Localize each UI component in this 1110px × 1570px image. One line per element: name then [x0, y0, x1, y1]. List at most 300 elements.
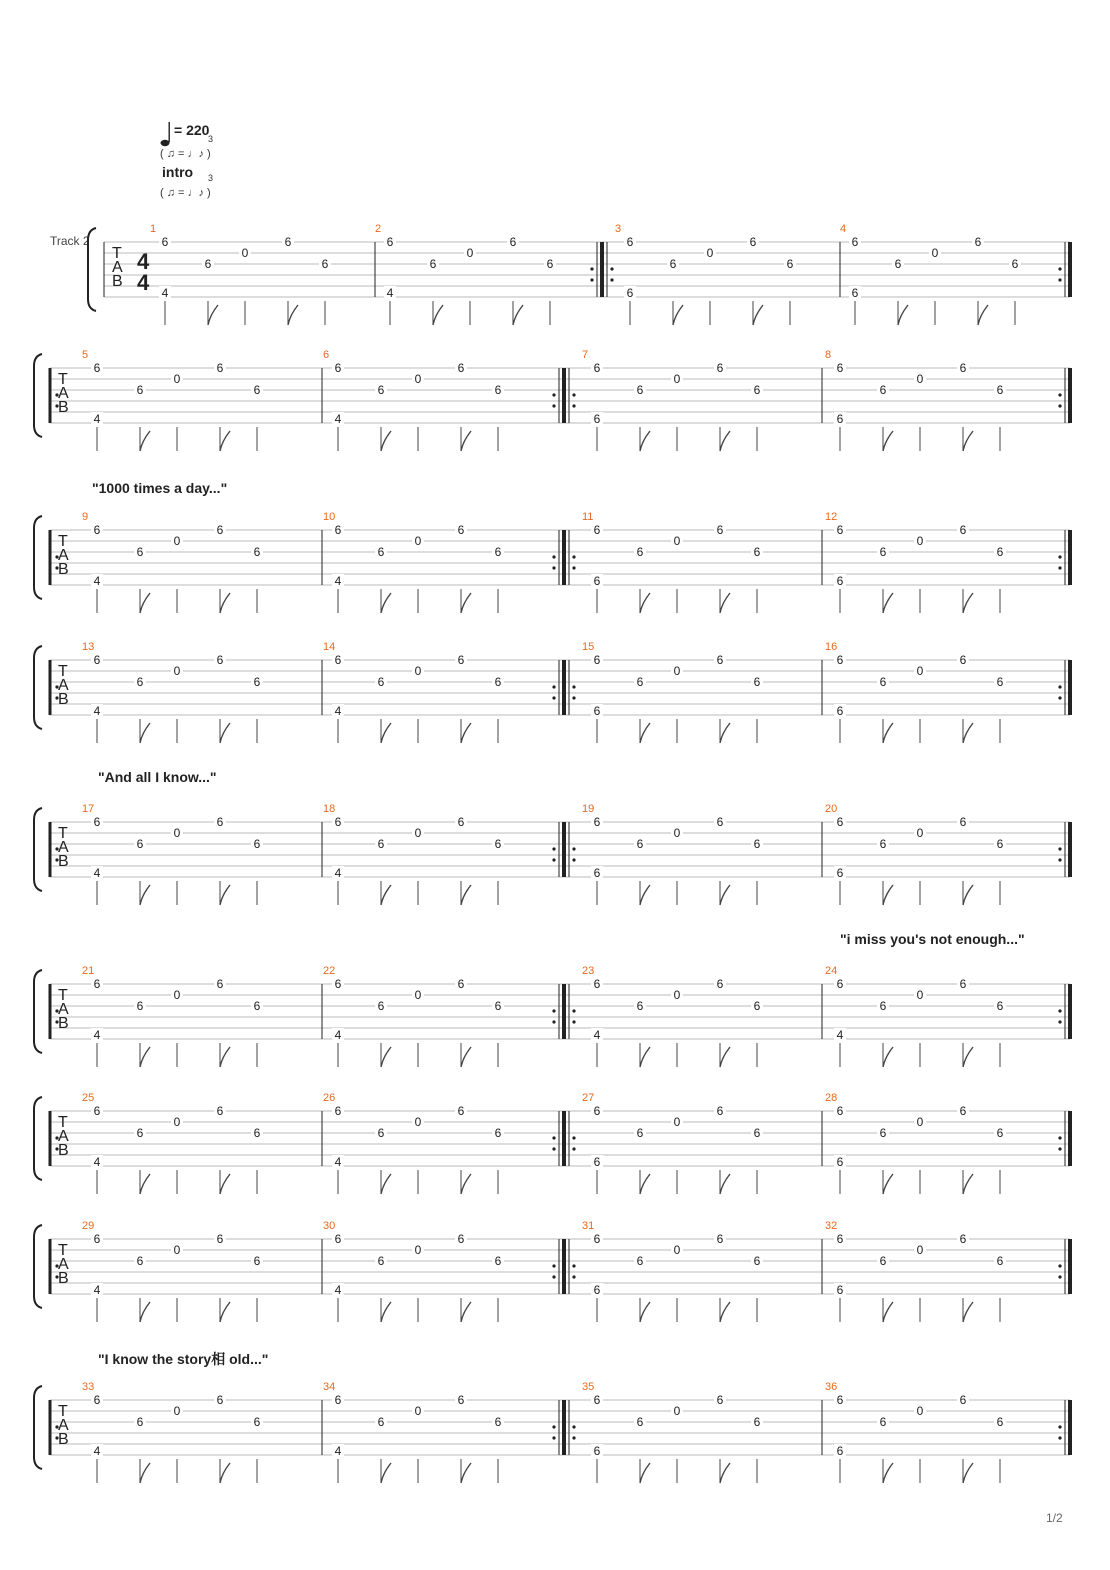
- repeat-dot: [572, 1436, 575, 1439]
- fret-number: 0: [916, 826, 924, 840]
- fret-number: 6: [216, 977, 224, 991]
- measure-number: 30: [323, 1220, 336, 1232]
- fret-number: 6: [716, 977, 724, 991]
- fret-number: 0: [173, 534, 181, 548]
- fret-number: 4: [334, 574, 342, 588]
- fret-number: 6: [253, 675, 261, 689]
- measure-number: 4: [840, 223, 847, 235]
- fret-number: 0: [673, 988, 681, 1002]
- fret-number: 6: [457, 361, 465, 375]
- rhythm-flag: [381, 431, 391, 451]
- rhythm-flag: [140, 885, 150, 905]
- measure-number: 28: [825, 1092, 838, 1104]
- annotation: "i miss you's not enough...": [840, 931, 1025, 947]
- fret-number: 6: [753, 1254, 761, 1268]
- rhythm-flag: [963, 431, 973, 451]
- fret-number: 6: [836, 704, 844, 718]
- repeat-dot: [552, 1275, 555, 1278]
- rhythm-flag: [640, 1174, 650, 1194]
- tab-clef-letter: A: [58, 677, 69, 694]
- fret-number: 4: [93, 866, 101, 880]
- measure-number: 11: [582, 511, 594, 523]
- repeat-dot: [572, 858, 575, 861]
- repeat-dot: [572, 1136, 575, 1139]
- rhythm-flag: [220, 593, 230, 613]
- repeat-dot: [572, 1264, 575, 1267]
- fret-number: 6: [93, 1393, 101, 1407]
- rhythm-flag: [140, 723, 150, 743]
- fret-number: 6: [836, 653, 844, 667]
- fret-number: 6: [996, 675, 1004, 689]
- fret-number: 4: [93, 1283, 101, 1297]
- rhythm-flag: [640, 885, 650, 905]
- fret-number: 6: [334, 977, 342, 991]
- fret-number: 4: [93, 412, 101, 426]
- repeat-dot: [1058, 267, 1061, 270]
- rhythm-flag: [140, 431, 150, 451]
- tab-clef-letter: A: [58, 547, 69, 564]
- rhythm-flag: [720, 431, 730, 451]
- measure-number: 35: [582, 1381, 595, 1393]
- fret-number: 6: [494, 999, 502, 1013]
- fret-number: 0: [673, 534, 681, 548]
- fret-number: 0: [673, 372, 681, 386]
- fret-number: 6: [879, 999, 887, 1013]
- fret-number: 6: [959, 523, 967, 537]
- fret-number: 6: [377, 1415, 385, 1429]
- fret-number: 6: [216, 361, 224, 375]
- fret-number: 6: [753, 837, 761, 851]
- tab-clef-letter: A: [112, 259, 123, 276]
- repeat-dot: [1058, 393, 1061, 396]
- measure-number: 25: [82, 1092, 95, 1104]
- fret-number: 6: [494, 1126, 502, 1140]
- fret-number: 6: [216, 1232, 224, 1246]
- fret-number: 0: [414, 988, 422, 1002]
- rhythm-flag: [381, 1302, 391, 1322]
- rhythm-flag: [963, 1463, 973, 1483]
- measure-number: 21: [82, 965, 95, 977]
- measure-number: 34: [323, 1381, 336, 1393]
- fret-number: 6: [93, 1104, 101, 1118]
- fret-number: 6: [253, 837, 261, 851]
- rhythm-flag: [381, 1174, 391, 1194]
- rhythm-flag: [720, 885, 730, 905]
- measure-number: 1: [150, 223, 157, 235]
- fret-number: 6: [377, 1254, 385, 1268]
- fret-number: 6: [93, 815, 101, 829]
- fret-number: 0: [414, 1243, 422, 1257]
- fret-number: 4: [93, 1028, 101, 1042]
- fret-number: 6: [377, 837, 385, 851]
- tab-clef-letter: T: [58, 1403, 68, 1420]
- fret-number: 0: [414, 826, 422, 840]
- time-signature: 4: [137, 249, 150, 274]
- fret-number: 4: [334, 1028, 342, 1042]
- fret-number: 6: [636, 675, 644, 689]
- repeat-dot: [572, 393, 575, 396]
- repeat-dot: [1058, 685, 1061, 688]
- measure-number: 6: [323, 349, 330, 361]
- fret-number: 6: [494, 837, 502, 851]
- fret-number: 6: [716, 1232, 724, 1246]
- tuplet-number: 3: [208, 173, 214, 183]
- tab-clef-letter: B: [58, 1431, 69, 1448]
- repeat-dot: [552, 1147, 555, 1150]
- fret-number: 6: [836, 574, 844, 588]
- fret-number: 0: [173, 988, 181, 1002]
- rhythm-flag: [381, 885, 391, 905]
- rhythm-flag: [640, 723, 650, 743]
- fret-number: 6: [753, 383, 761, 397]
- fret-number: 6: [716, 523, 724, 537]
- fret-number: 0: [414, 372, 422, 386]
- rhythm-flag: [381, 723, 391, 743]
- fret-number: 6: [136, 383, 144, 397]
- fret-number: 6: [204, 257, 212, 271]
- repeat-dot: [1058, 555, 1061, 558]
- fret-number: 6: [593, 1104, 601, 1118]
- fret-number: 6: [716, 815, 724, 829]
- fret-number: 0: [673, 1243, 681, 1257]
- fret-number: 6: [457, 1232, 465, 1246]
- measure-number: 10: [323, 511, 336, 523]
- measure-number: 15: [582, 641, 595, 653]
- repeat-dot: [1058, 278, 1061, 281]
- fret-number: 0: [173, 1115, 181, 1129]
- fret-number: 6: [593, 815, 601, 829]
- fret-number: 0: [673, 826, 681, 840]
- fret-number: 6: [494, 545, 502, 559]
- repeat-dot: [572, 696, 575, 699]
- fret-number: 6: [253, 383, 261, 397]
- fret-number: 6: [457, 523, 465, 537]
- fret-number: 6: [457, 653, 465, 667]
- repeat-dot: [1058, 1275, 1061, 1278]
- repeat-dot: [590, 267, 593, 270]
- fret-number: 6: [136, 837, 144, 851]
- fret-number: 6: [284, 235, 292, 249]
- fret-number: 0: [173, 1243, 181, 1257]
- swing-rule-text: ( ♫ = ♩♪ ): [160, 187, 211, 199]
- rhythm-flag: [140, 593, 150, 613]
- fret-number: 6: [593, 1155, 601, 1169]
- fret-number: 6: [593, 574, 601, 588]
- fret-number: 6: [377, 545, 385, 559]
- rhythm-flag: [461, 1463, 471, 1483]
- system-brace: [34, 354, 42, 437]
- fret-number: 6: [959, 1104, 967, 1118]
- measure-number: 9: [82, 511, 89, 523]
- rhythm-flag: [140, 1047, 150, 1067]
- repeat-dot: [552, 858, 555, 861]
- fret-number: 6: [996, 1126, 1004, 1140]
- system-brace: [34, 1225, 42, 1308]
- fret-number: 6: [136, 1415, 144, 1429]
- system-brace: [88, 228, 96, 311]
- rhythm-flag: [461, 593, 471, 613]
- fret-number: 4: [334, 1155, 342, 1169]
- fret-number: 6: [879, 1126, 887, 1140]
- tab-clef-letter: B: [58, 1142, 69, 1159]
- tab-clef-letter: T: [58, 825, 68, 842]
- measure-number: 14: [323, 641, 336, 653]
- fret-number: 6: [93, 523, 101, 537]
- repeat-dot: [1058, 1020, 1061, 1023]
- rhythm-flag: [381, 1463, 391, 1483]
- fret-number: 6: [836, 1444, 844, 1458]
- fret-number: 6: [636, 1415, 644, 1429]
- measure-number: 7: [582, 349, 589, 361]
- repeat-dot: [572, 555, 575, 558]
- fret-number: 4: [334, 866, 342, 880]
- repeat-dot: [552, 685, 555, 688]
- fret-number: 0: [173, 826, 181, 840]
- fret-number: 0: [466, 246, 474, 260]
- rhythm-flag: [140, 1302, 150, 1322]
- fret-number: 0: [916, 1115, 924, 1129]
- fret-number: 6: [377, 383, 385, 397]
- page-number: 1/2: [1046, 1511, 1063, 1525]
- tab-clef-letter: A: [58, 385, 69, 402]
- rhythm-flag: [883, 431, 893, 451]
- fret-number: 6: [753, 545, 761, 559]
- fret-number: 6: [959, 815, 967, 829]
- fret-number: 0: [916, 1404, 924, 1418]
- fret-number: 0: [916, 534, 924, 548]
- fret-number: 6: [509, 235, 517, 249]
- measure-number: 22: [323, 965, 336, 977]
- fret-number: 0: [173, 372, 181, 386]
- repeat-dot: [1058, 1009, 1061, 1012]
- fret-number: 6: [593, 1283, 601, 1297]
- rhythm-flag: [963, 593, 973, 613]
- rhythm-flag: [461, 1174, 471, 1194]
- measure-number: 31: [582, 1220, 595, 1232]
- rhythm-flag: [461, 1302, 471, 1322]
- rhythm-flag: [381, 1047, 391, 1067]
- fret-number: 6: [836, 866, 844, 880]
- fret-number: 6: [836, 1104, 844, 1118]
- fret-number: 6: [1011, 257, 1019, 271]
- fret-number: 6: [959, 361, 967, 375]
- fret-number: 6: [593, 866, 601, 880]
- fret-number: 6: [161, 235, 169, 249]
- fret-number: 6: [494, 1415, 502, 1429]
- fret-number: 6: [216, 815, 224, 829]
- fret-number: 6: [136, 1254, 144, 1268]
- system-brace: [34, 808, 42, 891]
- fret-number: 0: [673, 664, 681, 678]
- fret-number: 0: [916, 1243, 924, 1257]
- fret-number: 6: [836, 1155, 844, 1169]
- rhythm-flag: [140, 1174, 150, 1194]
- fret-number: 6: [974, 235, 982, 249]
- measure-number: 17: [82, 803, 95, 815]
- fret-number: 6: [593, 523, 601, 537]
- fret-number: 6: [636, 1126, 644, 1140]
- repeat-dot: [1058, 566, 1061, 569]
- rhythm-flag: [883, 885, 893, 905]
- annotation: "And all I know...": [98, 769, 217, 785]
- rhythm-flag: [963, 1047, 973, 1067]
- fret-number: 6: [377, 675, 385, 689]
- measure-number: 29: [82, 1220, 95, 1232]
- fret-number: 6: [593, 1444, 601, 1458]
- fret-number: 6: [836, 1283, 844, 1297]
- rhythm-flag: [220, 1463, 230, 1483]
- fret-number: 6: [753, 1126, 761, 1140]
- fret-number: 6: [216, 523, 224, 537]
- fret-number: 0: [673, 1115, 681, 1129]
- repeat-dot: [590, 278, 593, 281]
- fret-number: 4: [93, 704, 101, 718]
- repeat-dot: [552, 1436, 555, 1439]
- repeat-dot: [1058, 1136, 1061, 1139]
- repeat-dot: [1058, 696, 1061, 699]
- repeat-dot: [1058, 1436, 1061, 1439]
- fret-number: 0: [414, 1115, 422, 1129]
- fret-number: 6: [996, 1415, 1004, 1429]
- fret-number: 6: [879, 1415, 887, 1429]
- measure-number: 33: [82, 1381, 95, 1393]
- fret-number: 0: [414, 664, 422, 678]
- fret-number: 6: [753, 999, 761, 1013]
- rhythm-flag: [720, 723, 730, 743]
- fret-number: 6: [377, 1126, 385, 1140]
- fret-number: 6: [253, 1254, 261, 1268]
- rhythm-flag: [753, 305, 763, 325]
- fret-number: 6: [216, 1104, 224, 1118]
- fret-number: 4: [334, 704, 342, 718]
- rhythm-flag: [288, 305, 298, 325]
- fret-number: 6: [636, 383, 644, 397]
- rhythm-flag: [883, 723, 893, 743]
- fret-number: 6: [851, 286, 859, 300]
- measure-number: 16: [825, 641, 838, 653]
- fret-number: 6: [836, 1393, 844, 1407]
- fret-number: 4: [386, 286, 394, 300]
- fret-number: 6: [959, 1232, 967, 1246]
- fret-number: 6: [429, 257, 437, 271]
- fret-number: 6: [494, 1254, 502, 1268]
- system-brace: [34, 1097, 42, 1180]
- repeat-dot: [572, 685, 575, 688]
- fret-number: 0: [241, 246, 249, 260]
- rhythm-flag: [883, 1463, 893, 1483]
- fret-number: 6: [879, 545, 887, 559]
- track-label: Track 2: [50, 234, 90, 248]
- tab-clef-letter: T: [58, 533, 68, 550]
- fret-number: 6: [996, 383, 1004, 397]
- fret-number: 6: [879, 1254, 887, 1268]
- fret-number: 4: [334, 1444, 342, 1458]
- tab-clef-letter: B: [58, 561, 69, 578]
- rhythm-flag: [461, 723, 471, 743]
- measure-number: 24: [825, 965, 838, 977]
- repeat-dot: [552, 566, 555, 569]
- fret-number: 6: [836, 412, 844, 426]
- fret-number: 6: [836, 361, 844, 375]
- fret-number: 6: [593, 1393, 601, 1407]
- tab-clef-letter: T: [58, 663, 68, 680]
- fret-number: 6: [753, 675, 761, 689]
- measure-number: 19: [582, 803, 595, 815]
- system-brace: [34, 1386, 42, 1469]
- fret-number: 6: [716, 361, 724, 375]
- rhythm-flag: [883, 593, 893, 613]
- repeat-dot: [1058, 404, 1061, 407]
- repeat-dot: [572, 404, 575, 407]
- fret-number: 6: [851, 235, 859, 249]
- system-brace: [34, 516, 42, 599]
- rhythm-flag: [640, 1302, 650, 1322]
- tab-clef-letter: A: [58, 1128, 69, 1145]
- rhythm-flag: [720, 1463, 730, 1483]
- fret-number: 0: [414, 534, 422, 548]
- fret-number: 6: [996, 1254, 1004, 1268]
- measure-number: 20: [825, 803, 838, 815]
- fret-number: 6: [879, 837, 887, 851]
- tab-clef-letter: T: [58, 1242, 68, 1259]
- fret-number: 6: [753, 1415, 761, 1429]
- fret-number: 4: [93, 574, 101, 588]
- tab-clef-letter: A: [58, 1417, 69, 1434]
- fret-number: 6: [716, 1104, 724, 1118]
- fret-number: 0: [173, 664, 181, 678]
- repeat-dot: [552, 1136, 555, 1139]
- tab-clef-letter: B: [58, 1015, 69, 1032]
- measure-number: 23: [582, 965, 595, 977]
- fret-number: 6: [546, 257, 554, 271]
- rhythm-flag: [720, 1174, 730, 1194]
- repeat-dot: [572, 1009, 575, 1012]
- fret-number: 6: [669, 257, 677, 271]
- fret-number: 6: [253, 545, 261, 559]
- rhythm-flag: [461, 885, 471, 905]
- fret-number: 6: [334, 1232, 342, 1246]
- fret-number: 6: [836, 977, 844, 991]
- fret-number: 4: [836, 1028, 844, 1042]
- fret-number: 6: [136, 999, 144, 1013]
- fret-number: 6: [386, 235, 394, 249]
- tab-clef-letter: B: [58, 1270, 69, 1287]
- tempo-value: = 220: [174, 122, 210, 138]
- measure-number: 5: [82, 349, 89, 361]
- rhythm-flag: [640, 1463, 650, 1483]
- fret-number: 6: [786, 257, 794, 271]
- rhythm-flag: [220, 1302, 230, 1322]
- fret-number: 6: [216, 653, 224, 667]
- fret-number: 4: [161, 286, 169, 300]
- fret-number: 6: [253, 1415, 261, 1429]
- fret-number: 6: [894, 257, 902, 271]
- fret-number: 6: [93, 1232, 101, 1246]
- tab-clef-letter: A: [58, 839, 69, 856]
- rhythm-flag: [963, 1302, 973, 1322]
- fret-number: 6: [996, 837, 1004, 851]
- fret-number: 0: [931, 246, 939, 260]
- repeat-dot: [552, 393, 555, 396]
- fret-number: 6: [959, 977, 967, 991]
- fret-number: 6: [879, 675, 887, 689]
- fret-number: 6: [321, 257, 329, 271]
- fret-number: 0: [706, 246, 714, 260]
- rhythm-flag: [883, 1174, 893, 1194]
- measure-number: 2: [375, 223, 382, 235]
- fret-number: 6: [136, 675, 144, 689]
- fret-number: 6: [334, 1104, 342, 1118]
